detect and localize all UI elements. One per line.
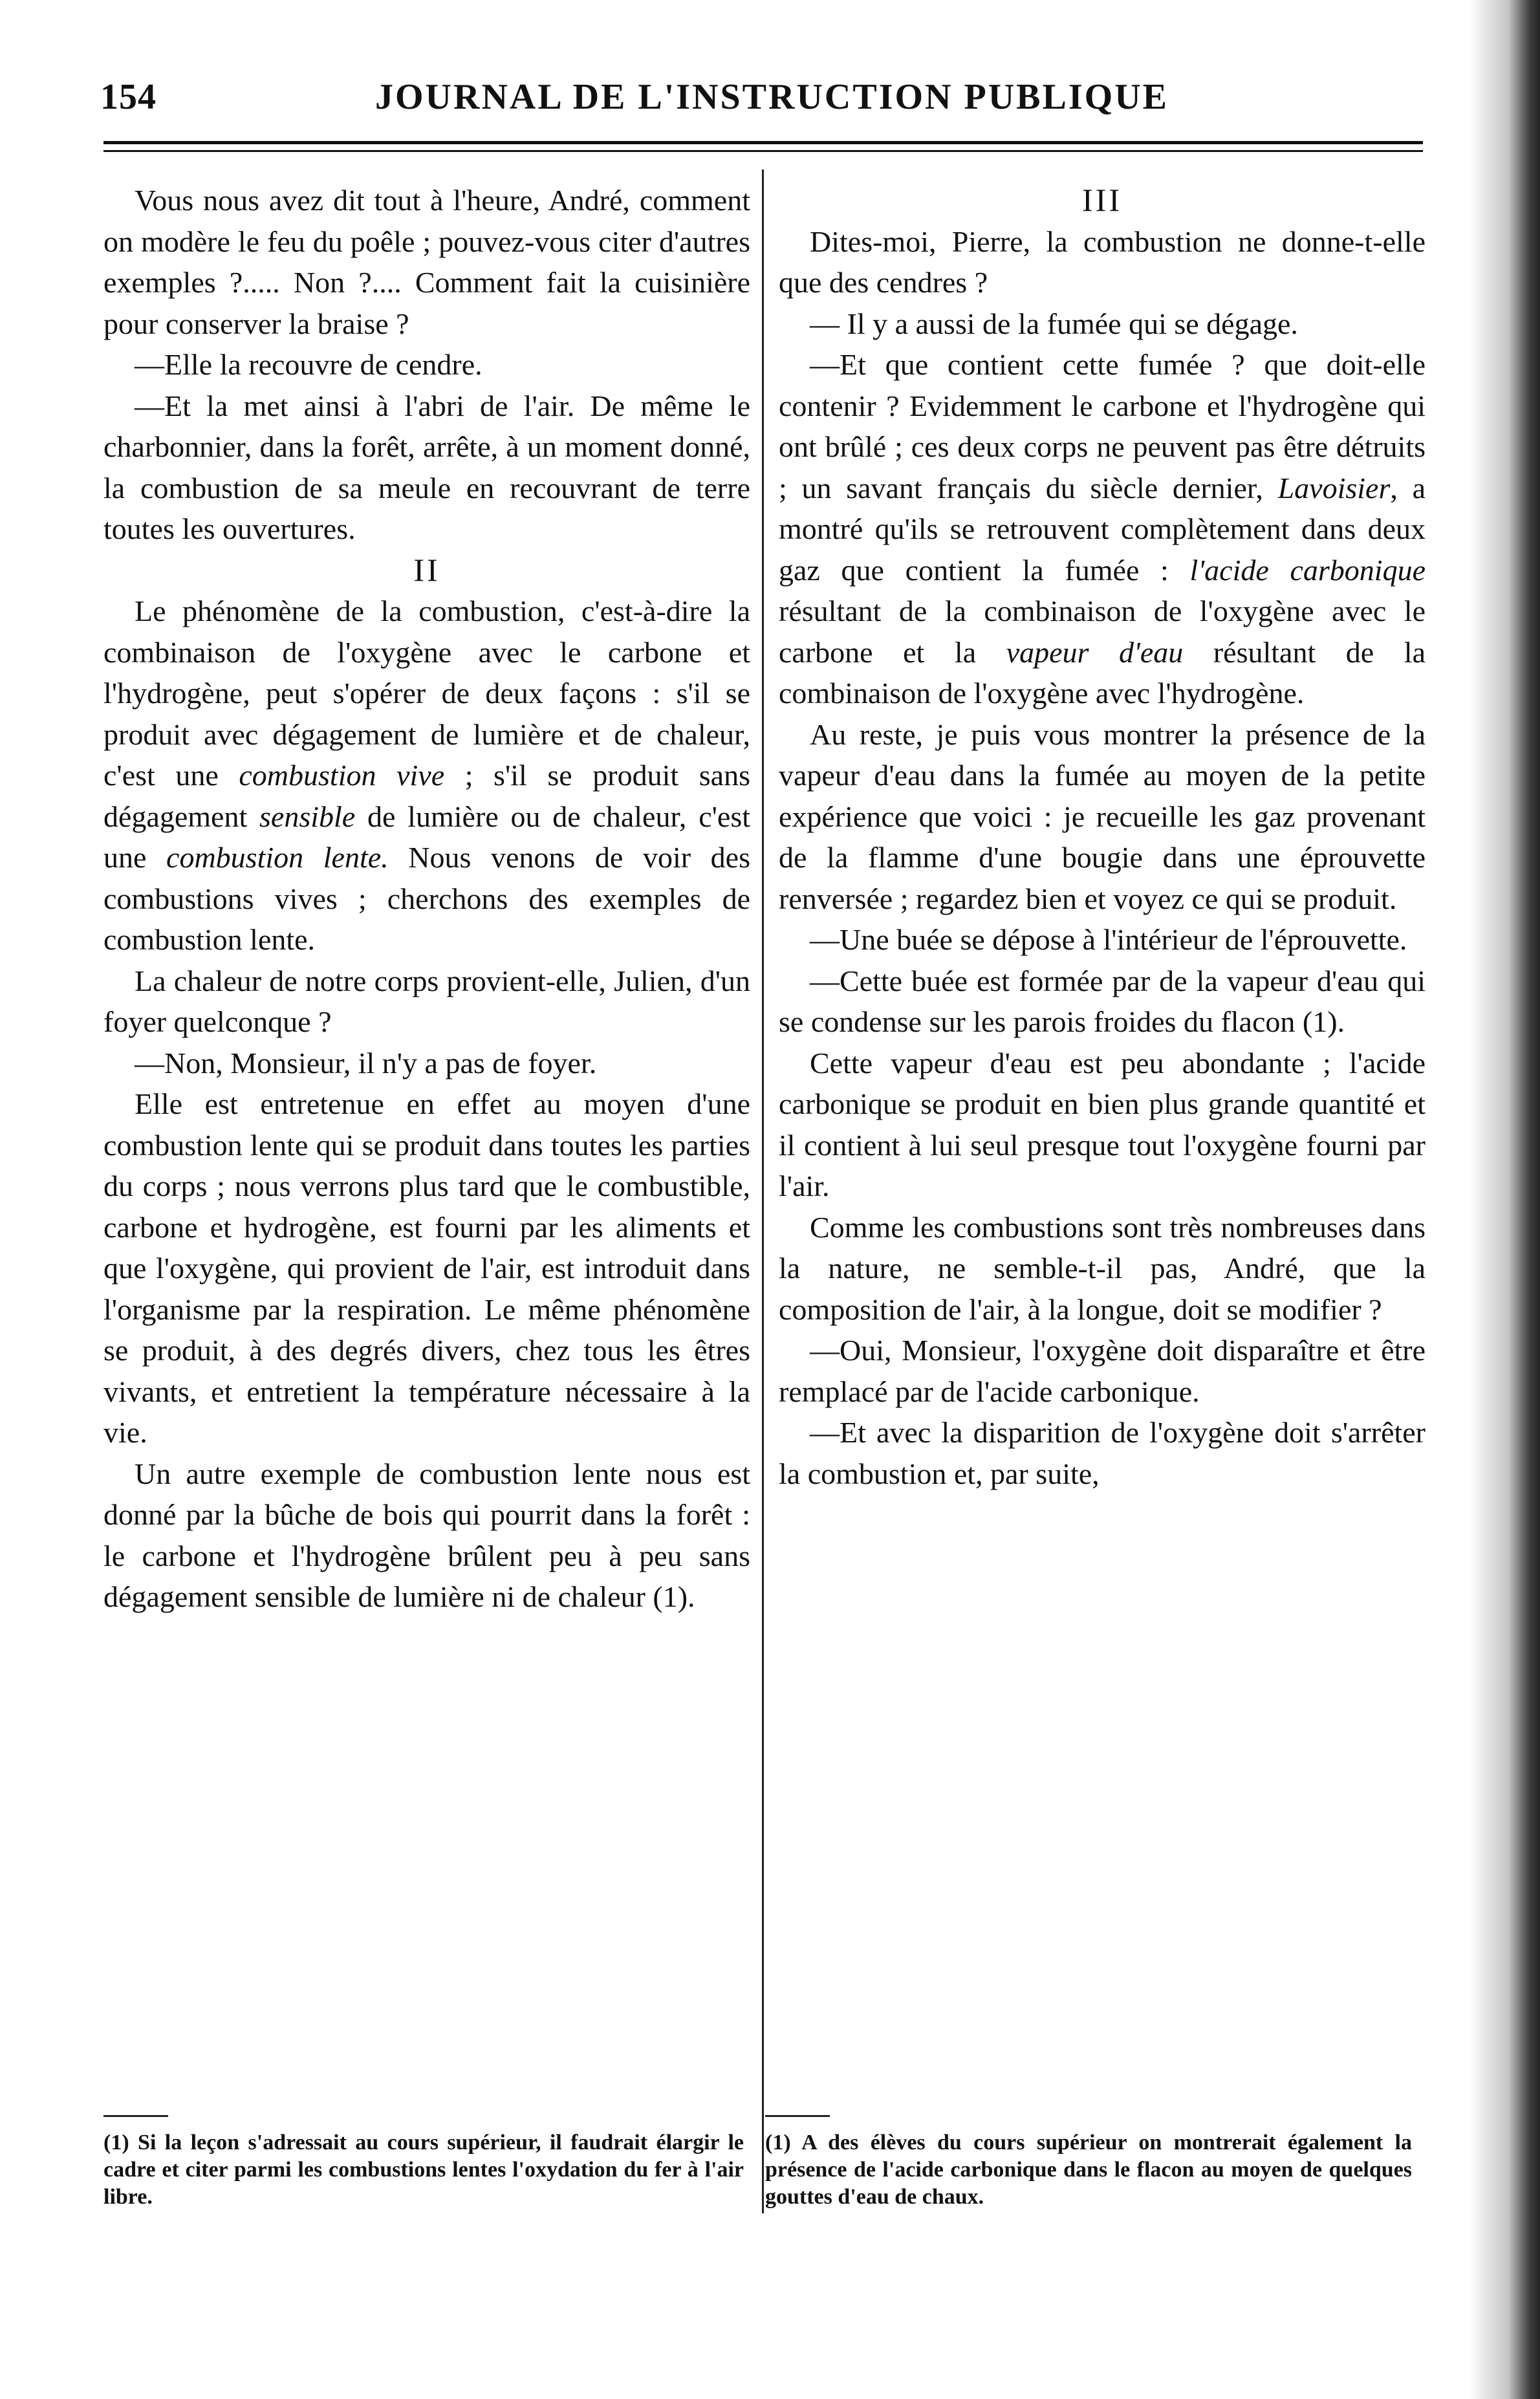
page-number: 154 <box>100 77 157 117</box>
column-divider <box>762 169 764 2213</box>
page-edge-shadow <box>1469 0 1540 2399</box>
text-run: résultant de la combinaison de l'oxygène avec le carbone et la <box>779 594 1426 669</box>
right-column <box>779 180 1426 1494</box>
paragraph: Cette vapeur d'eau est peu abondante ; l'acide carbonique se produit en bien plus grande quantité et il contient à lui seul presque tout l'oxygène fourni par l'air. <box>779 1046 1426 1202</box>
footnote-text: (1) Si la leçon s'adressait au cours supérieur, il faudrait élargir le cadre et citer parmi les combustions lentes l'oxydation du fer à l'air libre. <box>103 2131 744 2209</box>
paragraph: Un autre exemple de combustion lente nous est donné par la bûche de bois qui pourrit dans la forêt : le carbone et l'hydrogène brûlent peu à peu sans dégagement sensible de lumière ni de chaleur (1). <box>103 1457 750 1613</box>
paragraph: —Et avec la disparition de l'oxygène doit s'arrêter la combustion et, par suite, <box>779 1416 1426 1490</box>
text-run: —Et que contient cette fumée ? que doit-elle contenir ? Evidemment le carbone et l'hydrogène qui ont brûlé ; ces deux corps ne peuvent pas être détruits ; un savant français du siècle dernier, <box>779 348 1426 505</box>
footnote-rule <box>765 2115 830 2117</box>
paragraph: —Cette buée est formée par de la vapeur d'eau qui se condense sur les parois froides du flacon (1). <box>779 964 1426 1038</box>
section-heading-ii: II <box>413 551 440 588</box>
text-run: résultant de la combinaison de l'oxygène avec l'hydrogène. <box>779 635 1426 710</box>
paragraph <box>779 344 1426 714</box>
left-column <box>103 180 750 1618</box>
text-run: , a montré qu'ils se retrouvent complètement dans deux gaz que contient la fumée : <box>779 471 1426 587</box>
text-run: Le phénomène de la combustion, c'est-à-dire la combinaison de l'oxygène avec le carbone et l'hydrogène, peut s'opérer de deux façons : s'il se produit avec dégagement de lumière et de chaleur, c'est une <box>103 594 750 792</box>
paragraph: Vous nous avez dit tout à l'heure, André, comment on modère le feu du poêle ; pouvez-vous citer d'autres exemples ?..... Non ?.... Comment fait la cuisinière pour conserver la braise ? <box>103 184 750 340</box>
paragraph: —Oui, Monsieur, l'oxygène doit disparaître et être remplacé par de l'acide carbonique. <box>779 1334 1426 1408</box>
paragraph: Dites-moi, Pierre, la combustion ne donne-t-elle que des cendres ? <box>779 224 1426 299</box>
footnote-left <box>103 2129 744 2211</box>
paragraph: Comme les combustions sont très nombreuses dans la nature, ne semble-t-il pas, André, que la composition de l'air, à la longue, doit se modifier ? <box>779 1210 1426 1326</box>
footnote-rule <box>103 2115 168 2117</box>
emphasis: l'acide carbonique <box>1189 553 1426 587</box>
running-title: JOURNAL DE L'INSTRUCTION PUBLIQUE <box>375 77 1169 117</box>
paragraph: —Non, Monsieur, il n'y a pas de foyer. <box>135 1046 597 1080</box>
paragraph: —Une buée se dépose à l'intérieur de l'éprouvette. <box>810 923 1407 956</box>
emphasis: combustion vive <box>239 759 445 792</box>
emphasis: vapeur d'eau <box>1006 635 1184 669</box>
section-heading-iii: III <box>1082 182 1122 218</box>
paragraph: —Et la met ainsi à l'abri de l'air. De même le charbonnier, dans la forêt, arrête, à un moment donné, la combustion de sa meule en recouvrant de terre toutes les ouvertures. <box>103 389 750 545</box>
paragraph <box>103 591 750 961</box>
footnote-right <box>765 2129 1412 2211</box>
text-run: de lumière ou de chaleur, c'est une <box>103 799 751 874</box>
paragraph: — Il y a aussi de la fumée qui se dégage. <box>810 307 1298 340</box>
text-run: Nous venons de voir des combustions vives ; cherchons des exemples de combustion lente. <box>103 841 750 956</box>
paragraph: Elle est entretenue en effet au moyen d'une combustion lente qui se produit dans toutes les parties du corps ; nous verrons plus tard que le combustible, carbone et hydrogène, est fourni par les aliments et que l'oxygène, qui provient de l'air, est introduit dans l'organisme par la respiration. Le même phénomène se produit, à des degrés divers, chez tous les êtres vivants, et entretient la température nécessaire à la vie. <box>103 1087 750 1449</box>
emphasis: combustion lente. <box>166 841 389 874</box>
footnote-text: (1) A des élèves du cours supérieur on montrerait également la présence de l'acide carbonique dans le flacon au moyen de quelques gouttes d'eau de chaux. <box>765 2131 1412 2209</box>
emphasis: Lavoisier <box>1277 471 1391 505</box>
header-rule <box>103 141 1423 144</box>
text-run: ; s'il se produit sans dégagement <box>103 759 750 833</box>
paragraph: La chaleur de notre corps provient-elle, Julien, d'un foyer quelconque ? <box>103 964 750 1038</box>
header-rule-thin <box>103 150 1423 152</box>
paragraph: Au reste, je puis vous montrer la présence de la vapeur d'eau dans la fumée au moyen de la petite expérience que voici : je recueille les gaz provenant de la flamme d'une bougie dans une éprouvette renversée ; regardez bien et voyez ce qui se produit. <box>779 717 1426 915</box>
paragraph: —Elle la recouvre de cendre. <box>135 348 483 381</box>
emphasis: sensible <box>259 799 356 833</box>
